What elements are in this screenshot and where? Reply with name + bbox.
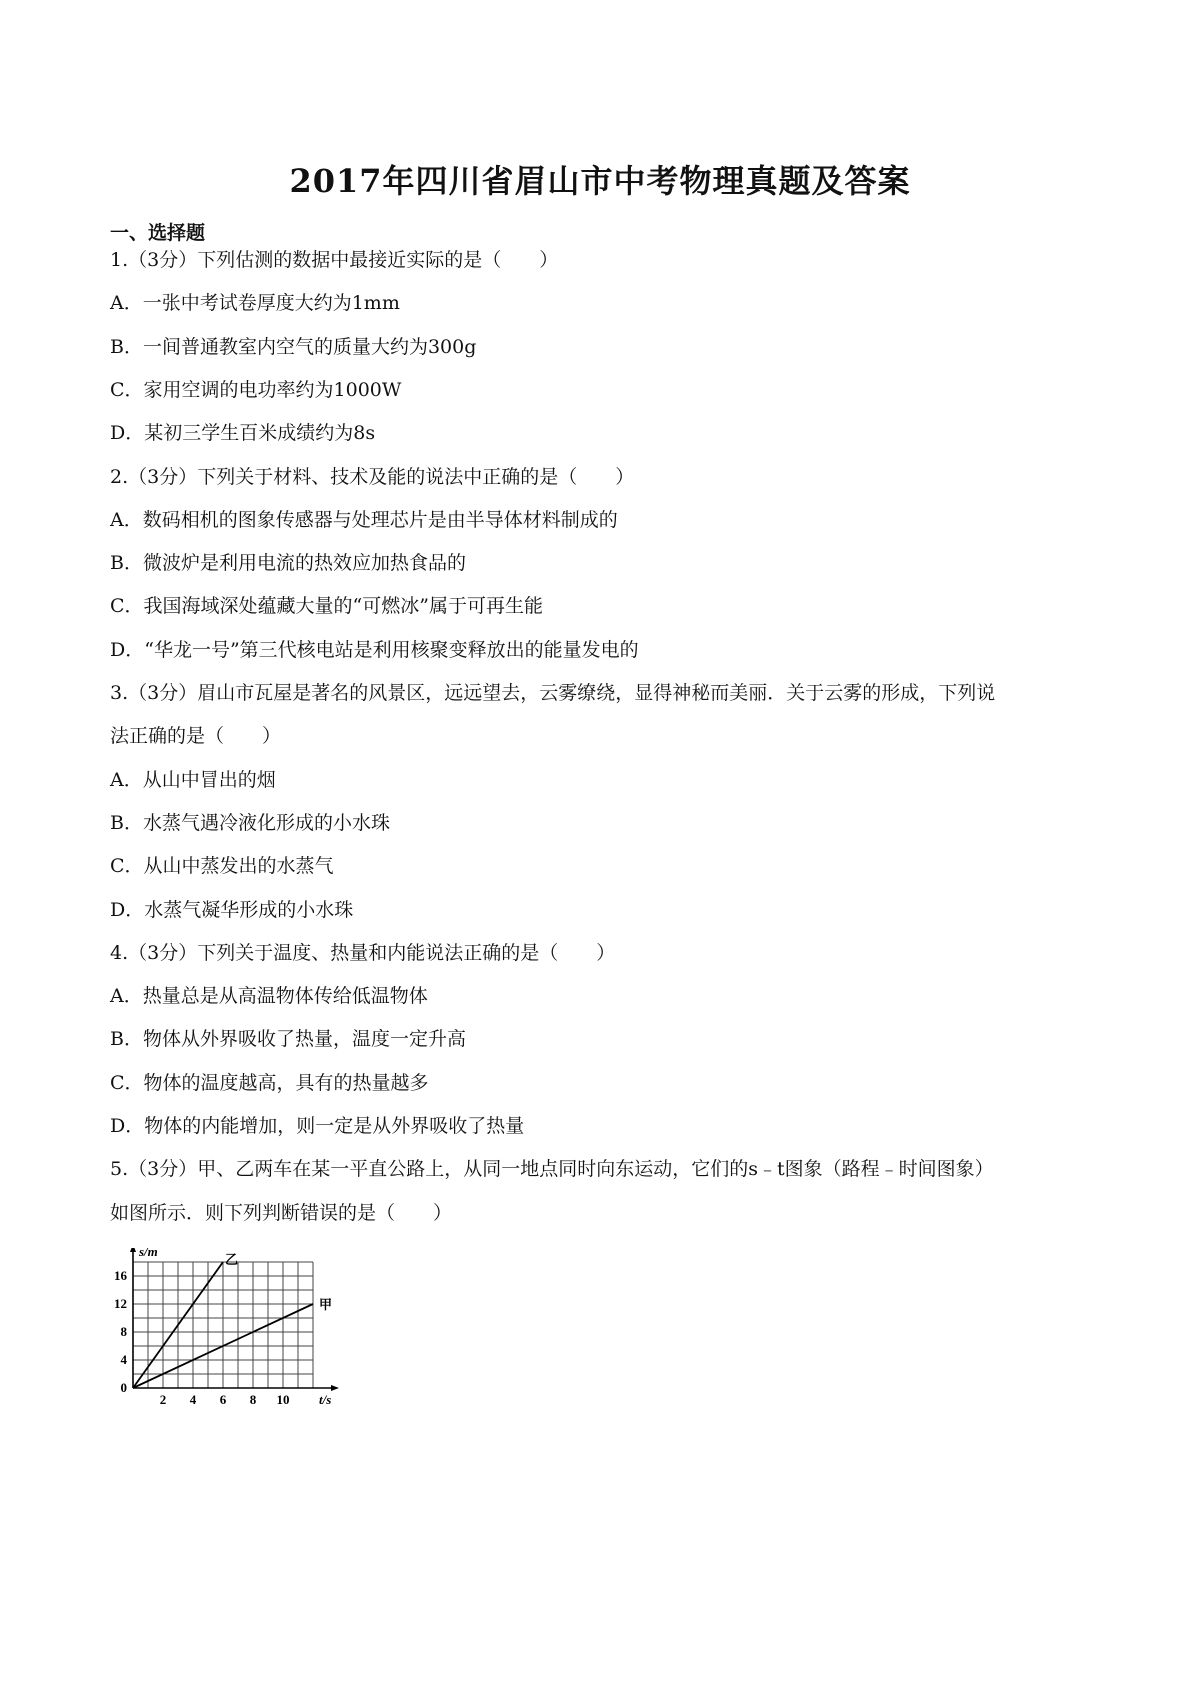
- question-2-option-c: C．我国海域深处蕴藏大量的“可燃冰”属于可再生能: [110, 595, 543, 617]
- question-2-option-b: B．微波炉是利用电流的热效应加热食品的: [110, 552, 466, 574]
- question-4-option-d: D．物体的内能增加，则一定是从外界吸收了热量: [110, 1115, 525, 1137]
- y-tick-label: 12: [114, 1296, 127, 1311]
- question-3-option-c: C．从山中蒸发出的水蒸气: [110, 855, 334, 877]
- x-tick-label: 6: [219, 1392, 227, 1407]
- y-tick-label: 8: [120, 1324, 127, 1339]
- question-1-option-a: A．一张中考试卷厚度大约为1mm: [110, 292, 400, 314]
- y-tick-label: 4: [120, 1352, 127, 1367]
- x-tick-label: 8: [249, 1392, 257, 1407]
- x-tick-label: 10: [276, 1392, 290, 1407]
- question-1-option-b: B．一间普通教室内空气的质量大约为300g: [110, 336, 477, 358]
- y-tick-label: 16: [114, 1268, 127, 1283]
- question-1-option-c: C．家用空调的电功率约为1000W: [110, 379, 402, 401]
- question-1-option-d: D．某初三学生百米成绩约为8s: [110, 422, 376, 444]
- origin-label: 0: [120, 1380, 127, 1395]
- question-3-option-a: A．从山中冒出的烟: [110, 769, 276, 791]
- x-tick-label: 4: [189, 1392, 197, 1407]
- x-axis-label: t/s: [319, 1392, 332, 1407]
- section-heading: 一、选择题: [110, 222, 206, 244]
- question-5-stem: 如图所示．则下列判断错误的是（ ）: [110, 1202, 453, 1224]
- question-4-option-c: C．物体的温度越高，具有的热量越多: [110, 1072, 429, 1094]
- y-axis-arrow: [130, 1248, 136, 1252]
- question-3-stem: 法正确的是（ ）: [110, 725, 282, 747]
- y-axis-label: s/m: [139, 1248, 158, 1259]
- question-2-option-a: A．数码相机的图象传感器与处理芯片是由半导体材料制成的: [110, 509, 618, 531]
- x-tick-label: 2: [159, 1392, 167, 1407]
- question-3-option-b: B．水蒸气遇冷液化形成的小水珠: [110, 812, 390, 834]
- series-label-2: 甲: [319, 1297, 333, 1312]
- st-graph: [105, 1248, 345, 1418]
- question-2-option-d: D．“华龙一号”第三代核电站是利用核聚变释放出的能量发电的: [110, 639, 639, 661]
- x-axis-arrow: [331, 1385, 339, 1391]
- page-title: 2017年四川省眉山市中考物理真题及答案: [289, 162, 911, 200]
- question-4-stem: 4.（3分）下列关于温度、热量和内能说法正确的是（ ）: [110, 942, 616, 964]
- series-label-1: 乙: [225, 1252, 239, 1267]
- question-3-stem: 3.（3分）眉山市瓦屋是著名的风景区，远远望去，云雾缭绕，显得神秘而美丽．关于云雾的形成，下列说: [110, 682, 996, 704]
- question-1-stem: 1.（3分）下列估测的数据中最接近实际的是（ ）: [110, 249, 559, 271]
- question-5-stem: 5.（3分）甲、乙两车在某一平直公路上，从同一地点同时向东运动，它们的s﹣t图象（路程﹣时间图象）: [110, 1158, 994, 1180]
- question-4-option-a: A．热量总是从高温物体传给低温物体: [110, 985, 428, 1007]
- question-4-option-b: B．物体从外界吸收了热量，温度一定升高: [110, 1028, 466, 1050]
- question-3-option-d: D．水蒸气凝华形成的小水珠: [110, 899, 354, 921]
- question-2-stem: 2.（3分）下列关于材料、技术及能的说法中正确的是（ ）: [110, 466, 635, 488]
